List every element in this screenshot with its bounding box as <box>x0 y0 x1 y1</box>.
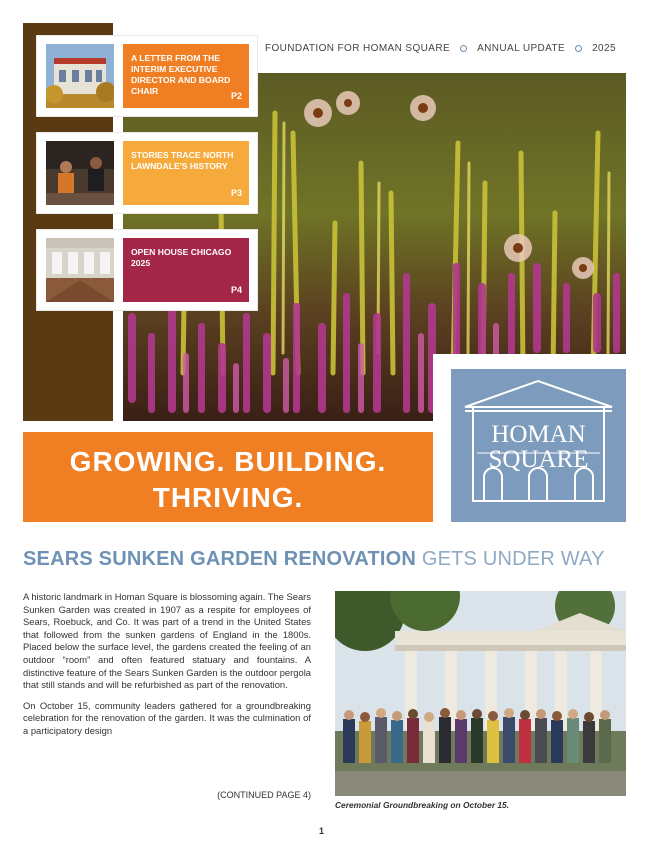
logo-text-homan: HOMAN <box>491 421 586 448</box>
homan-square-logo <box>451 369 626 522</box>
masthead <box>265 43 635 54</box>
separator-dot-icon <box>575 45 582 52</box>
article-title-light: GETS UNDER WAY <box>421 548 605 570</box>
article-title-bold: SEARS SUNKEN GARDEN RENOVATION <box>23 548 417 570</box>
article-paragraph-1: A historic landmark in Homan Square is blossoming again. The Sears Sunken Garden was created in 1907 as a respite for employees of Sears, Roebuck, and Co. It was part of a trend in the United States that followed from the sunken gardens of England in the 1800s. Placed below the surface level, the gardens created the feeling of an outdoor “room” and often featured statuary and fountains. A distinctive feature of the Sears Sunken Garden is the outdoor pergola that still stands and will be refurbished as part of the renovation. <box>23 591 311 691</box>
toc-page: P2 <box>230 91 242 101</box>
headline-line-2: THRIVING. <box>152 482 304 513</box>
toc-label-open-house <box>123 238 249 302</box>
toc-thumbnail-hall <box>46 238 114 302</box>
toc-thumbnail-building <box>46 44 114 108</box>
continued-note: (CONTINUED PAGE 4) <box>217 790 311 800</box>
masthead-section: ANNUAL UPDATE <box>477 43 566 54</box>
headline <box>23 432 433 522</box>
toc-page: P3 <box>230 188 242 198</box>
toc-label-stories <box>123 141 249 205</box>
logo-text-square: SQUARE <box>488 446 589 473</box>
separator-dot-icon <box>460 45 467 52</box>
logo-building-icon <box>451 369 626 522</box>
photo-caption: Ceremonial Groundbreaking on October 15. <box>335 800 510 810</box>
toc-page: P4 <box>230 285 242 295</box>
masthead-organization: FOUNDATION FOR HOMAN SQUARE <box>265 43 451 54</box>
article-title <box>23 548 626 571</box>
toc-title: OPEN HOUSE CHICAGO 2025 <box>131 247 232 268</box>
article-paragraph-2: On October 15, community leaders gathered for a groundbreaking celebration for the renovation of the garden. It was the culmination of a participatory design <box>23 699 311 736</box>
headline-line-1: GROWING. BUILDING. <box>69 446 387 477</box>
toc-card-stories[interactable] <box>37 133 257 213</box>
toc-card-letter[interactable] <box>37 36 257 116</box>
article-body <box>23 591 311 746</box>
groundbreaking-photo <box>335 591 626 796</box>
toc-title: STORIES TRACE NORTH LAWNDALE'S HISTORY <box>131 150 234 171</box>
toc-title: A LETTER FROM THE INTERIM EXECUTIVE DIRECTOR AND BOARD CHAIR <box>131 53 231 96</box>
toc-card-open-house[interactable] <box>37 230 257 310</box>
toc-label-letter <box>123 44 249 108</box>
page-number: 1 <box>319 826 325 836</box>
masthead-year: 2025 <box>592 43 616 54</box>
toc-thumbnail-interview <box>46 141 114 205</box>
